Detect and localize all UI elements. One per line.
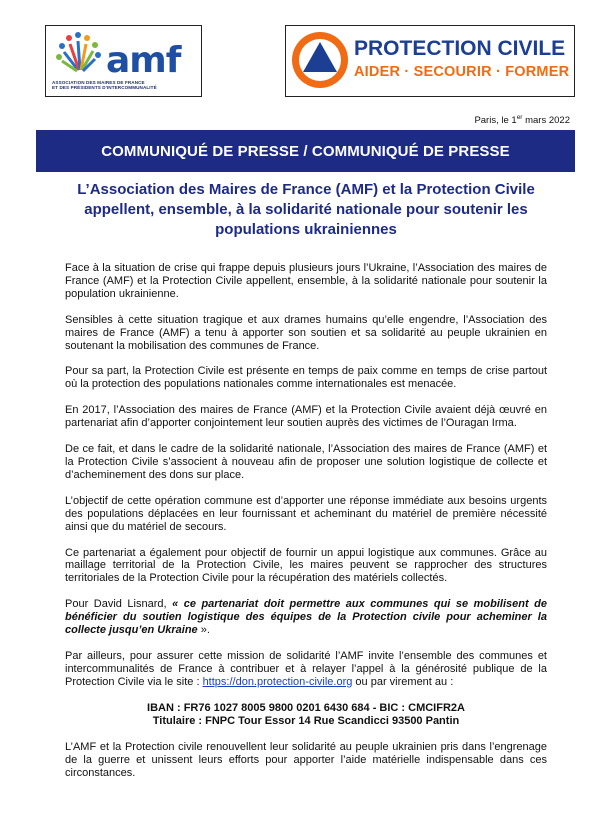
amf-subtitle-line2: ET DES PRÉSIDENTS D'INTERCOMMUNALITÉ — [52, 85, 157, 91]
amf-wordmark: amf — [106, 40, 181, 81]
appeal-after: ou par virement au : — [352, 675, 454, 688]
date-superscript: er — [516, 114, 523, 121]
paragraph: Sensibles à cette situation tragique et aux drames humains qu’elle engendre, l’Association des maires de France (AMF) a tenu à apporter son soutien et sa solidarité au peuple ukrainien en soutenant la mobilisation des communes de France. — [65, 313, 547, 352]
iban-line: IBAN : FR76 1027 8005 9800 0201 6430 684 - BIC : CMCIFR2A — [147, 701, 465, 714]
quote-paragraph — [65, 598, 547, 637]
paragraph: En 2017, l’Association des maires de France (AMF) et la Protection Civile avaient déjà œuvré en partenariat afin d’apporter conjointement leur soutien auprès des victimes de l’Ouragan Irma. — [65, 404, 547, 430]
quote-text: « ce partenariat doit permettre aux communes qui se mobilisent de bénéficier du soutien logistique des équipes de la Protection civile pour acheminer la collecte jusqu’en Ukraine — [65, 598, 547, 637]
amf-people-icon — [54, 30, 110, 80]
protection-civile-title: PROTECTION CIVILE — [354, 37, 566, 60]
protection-civile-tagline: AIDER · SECOURIR · FORMER — [354, 64, 570, 80]
paragraph: Face à la situation de crise qui frappe depuis plusieurs jours l’Ukraine, l’Association des maires de France (AMF) et la Protection Civile appellent, ensemble, à la solidarité nationale pour soutenir la population ukrainienne. — [65, 262, 547, 300]
press-date — [474, 114, 570, 126]
paragraph: Ce partenariat a également pour objectif de fournir un appui logistique aux communes. Grâce au maillage territorial de la Protection Civile, les maires peuvent se rapprocher des structures territoriales de la Protection Civile pour la récupération des matériels collectés. — [65, 546, 547, 585]
appeal-paragraph — [65, 650, 547, 689]
press-headline: L’Association des Maires de France (AMF) et la Protection Civile appellent, ensemble, à la solidarité nationale pour soutenir les populations ukrainiennes — [77, 181, 535, 238]
paragraph: L’objectif de cette opération commune est d’apporter une réponse immédiate aux besoins urgents des populations déplacées en leur fournissant et acheminant du matériel de première nécessité ainsi que du matériel de secours. — [65, 494, 547, 533]
appeal-text: Par ailleurs, pour assurer cette mission de solidarité l’AMF invite l’ensemble des communes et intercommunalités de France à contribuer et à relayer l’appel à la générosité publique de la Protection Civile via le site : — [65, 649, 547, 688]
amf-subtitle — [52, 80, 197, 91]
paragraph: Pour sa part, la Protection Civile est présente en temps de paix comme en temps de crise partout où la protection des populations nationales comme internationales est menacée. — [65, 365, 547, 391]
press-body — [65, 262, 547, 793]
donation-link[interactable]: https://don.protection-civile.org — [202, 675, 353, 688]
protection-civile-logo — [285, 25, 575, 97]
press-release-banner: COMMUNIQUÉ DE PRESSE / COMMUNIQUÉ DE PRESSE — [36, 130, 575, 172]
protection-civile-emblem-icon — [290, 30, 350, 90]
amf-logo — [45, 25, 202, 97]
amf-subtitle-line1: ASSOCIATION DES MAIRES DE FRANCE — [52, 80, 145, 85]
date-suffix: mars 2022 — [522, 115, 570, 127]
quote-intro: Pour David Lisnard, — [65, 598, 173, 611]
quote-end: ». — [197, 624, 210, 637]
date-prefix: Paris, le 1 — [474, 115, 517, 127]
paragraph: De ce fait, et dans le cadre de la solidarité nationale, l’Association des maires de France (AMF) et la Protection Civile s’associent à nouveau afin de proposer une solution logistique de collecte et d’acheminement des dons sur place. — [65, 443, 547, 481]
bank-details — [65, 702, 547, 728]
closing-paragraph: L’AMF et la Protection civile renouvellent leur solidarité au peuple ukrainien pris dans l’engrenage de la guerre et unissent leurs efforts pour apporter l’aide matérielle indispensable dans ces circonstances. — [65, 741, 547, 780]
account-holder-line: Titulaire : FNPC Tour Essor 14 Rue Scandicci 93500 Pantin — [152, 714, 460, 727]
